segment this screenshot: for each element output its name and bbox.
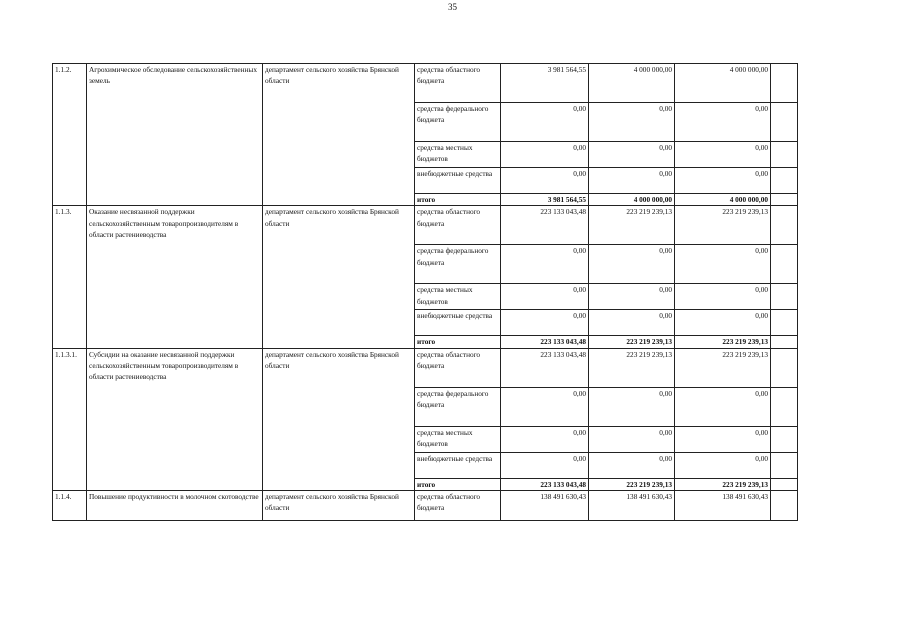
funding-source-cell: итого bbox=[415, 478, 501, 490]
amount-cell: 0,00 bbox=[675, 387, 771, 426]
amount-cell: 0,00 bbox=[589, 168, 675, 194]
amount-cell: 0,00 bbox=[589, 103, 675, 142]
executor-cell: департамент сельского хозяйства Брянской области bbox=[263, 206, 415, 348]
empty-cell bbox=[771, 490, 798, 520]
empty-cell bbox=[771, 168, 798, 194]
empty-cell bbox=[771, 284, 798, 310]
item-number-cell: 1.1.3. bbox=[53, 206, 87, 348]
amount-cell: 0,00 bbox=[675, 245, 771, 284]
amount-cell: 223 219 239,13 bbox=[589, 206, 675, 245]
budget-table bbox=[52, 63, 798, 521]
measure-name-cell: Субсидии на оказание несвязанной поддержки сельскохозяйственным товаропроизводителям в области растениеводства bbox=[87, 348, 263, 490]
amount-cell: 0,00 bbox=[501, 245, 589, 284]
amount-cell: 4 000 000,00 bbox=[675, 64, 771, 103]
amount-cell: 0,00 bbox=[589, 284, 675, 310]
amount-cell: 0,00 bbox=[501, 142, 589, 168]
empty-cell bbox=[771, 478, 798, 490]
funding-source-cell: средства местных бюджетов bbox=[415, 284, 501, 310]
amount-cell: 0,00 bbox=[589, 310, 675, 336]
table-row bbox=[53, 348, 798, 387]
table-row bbox=[53, 490, 798, 520]
empty-cell bbox=[771, 452, 798, 478]
empty-cell bbox=[771, 348, 798, 387]
empty-cell bbox=[771, 64, 798, 103]
executor-cell: департамент сельского хозяйства Брянской области bbox=[263, 348, 415, 490]
item-number-cell: 1.1.3.1. bbox=[53, 348, 87, 490]
amount-cell: 0,00 bbox=[675, 426, 771, 452]
amount-cell: 223 219 239,13 bbox=[589, 348, 675, 387]
funding-source-cell: средства федерального бюджета bbox=[415, 387, 501, 426]
amount-cell: 223 219 239,13 bbox=[675, 206, 771, 245]
funding-source-cell: средства областного бюджета bbox=[415, 490, 501, 520]
budget-table-body bbox=[53, 64, 798, 521]
empty-cell bbox=[771, 142, 798, 168]
funding-source-cell: внебюджетные средства bbox=[415, 452, 501, 478]
amount-cell: 0,00 bbox=[501, 426, 589, 452]
amount-cell: 4 000 000,00 bbox=[589, 194, 675, 206]
amount-cell: 4 000 000,00 bbox=[675, 194, 771, 206]
table-row bbox=[53, 64, 798, 103]
empty-cell bbox=[771, 336, 798, 348]
amount-cell: 0,00 bbox=[589, 426, 675, 452]
amount-cell: 0,00 bbox=[675, 284, 771, 310]
empty-cell bbox=[771, 387, 798, 426]
amount-cell: 223 133 043,48 bbox=[501, 348, 589, 387]
amount-cell: 0,00 bbox=[501, 168, 589, 194]
executor-cell: департамент сельского хозяйства Брянской области bbox=[263, 490, 415, 520]
empty-cell bbox=[771, 310, 798, 336]
amount-cell: 223 219 239,13 bbox=[675, 478, 771, 490]
measure-name-cell: Повышение продуктивности в молочном скотоводстве bbox=[87, 490, 263, 520]
empty-cell bbox=[771, 206, 798, 245]
funding-source-cell: итого bbox=[415, 336, 501, 348]
funding-source-cell: средства федерального бюджета bbox=[415, 103, 501, 142]
amount-cell: 0,00 bbox=[501, 387, 589, 426]
empty-cell bbox=[771, 194, 798, 206]
amount-cell: 0,00 bbox=[675, 168, 771, 194]
amount-cell: 138 491 630,43 bbox=[589, 490, 675, 520]
amount-cell: 0,00 bbox=[501, 310, 589, 336]
item-number-cell: 1.1.2. bbox=[53, 64, 87, 206]
amount-cell: 3 981 564,55 bbox=[501, 194, 589, 206]
amount-cell: 223 133 043,48 bbox=[501, 336, 589, 348]
funding-source-cell: средства местных бюджетов bbox=[415, 142, 501, 168]
amount-cell: 0,00 bbox=[501, 284, 589, 310]
amount-cell: 0,00 bbox=[589, 245, 675, 284]
amount-cell: 3 981 564,55 bbox=[501, 64, 589, 103]
executor-cell: департамент сельского хозяйства Брянской области bbox=[263, 64, 415, 206]
empty-cell bbox=[771, 103, 798, 142]
amount-cell: 0,00 bbox=[589, 142, 675, 168]
measure-name-cell: Агрохимическое обследование сельскохозяйственных земель bbox=[87, 64, 263, 206]
item-number-cell: 1.1.4. bbox=[53, 490, 87, 520]
amount-cell: 138 491 630,43 bbox=[675, 490, 771, 520]
amount-cell: 0,00 bbox=[589, 387, 675, 426]
amount-cell: 0,00 bbox=[675, 142, 771, 168]
amount-cell: 223 133 043,48 bbox=[501, 478, 589, 490]
funding-source-cell: средства областного бюджета bbox=[415, 348, 501, 387]
funding-source-cell: внебюджетные средства bbox=[415, 310, 501, 336]
amount-cell: 0,00 bbox=[589, 452, 675, 478]
amount-cell: 138 491 630,43 bbox=[501, 490, 589, 520]
page-number: 35 bbox=[448, 2, 457, 12]
empty-cell bbox=[771, 245, 798, 284]
funding-source-cell: средства областного бюджета bbox=[415, 206, 501, 245]
amount-cell: 223 219 239,13 bbox=[589, 478, 675, 490]
amount-cell: 223 219 239,13 bbox=[589, 336, 675, 348]
amount-cell: 223 219 239,13 bbox=[675, 336, 771, 348]
amount-cell: 0,00 bbox=[675, 310, 771, 336]
funding-source-cell: средства областного бюджета bbox=[415, 64, 501, 103]
amount-cell: 0,00 bbox=[501, 103, 589, 142]
amount-cell: 0,00 bbox=[675, 452, 771, 478]
amount-cell: 4 000 000,00 bbox=[589, 64, 675, 103]
amount-cell: 223 133 043,48 bbox=[501, 206, 589, 245]
funding-source-cell: средства федерального бюджета bbox=[415, 245, 501, 284]
empty-cell bbox=[771, 426, 798, 452]
table-row bbox=[53, 206, 798, 245]
measure-name-cell: Оказание несвязанной поддержки сельскохозяйственным товаропроизводителям в области растениеводства bbox=[87, 206, 263, 348]
funding-source-cell: итого bbox=[415, 194, 501, 206]
amount-cell: 223 219 239,13 bbox=[675, 348, 771, 387]
amount-cell: 0,00 bbox=[675, 103, 771, 142]
funding-source-cell: средства местных бюджетов bbox=[415, 426, 501, 452]
amount-cell: 0,00 bbox=[501, 452, 589, 478]
funding-source-cell: внебюджетные средства bbox=[415, 168, 501, 194]
